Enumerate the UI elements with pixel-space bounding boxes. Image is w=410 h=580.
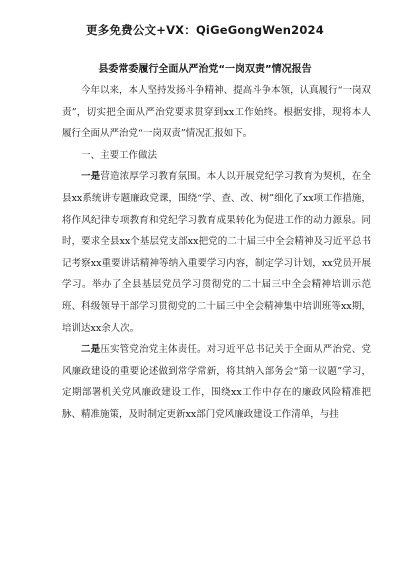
document-body — [62, 80, 371, 426]
paragraph-2 — [62, 339, 371, 425]
watermark-header: 更多免费公文+VX：QiGeGongWen2024 — [86, 23, 324, 37]
paragraph-1-lead: 一是 — [81, 171, 101, 183]
intro-paragraph: 今年以来，本人坚持发扬斗争精神、提高斗争本领，认真履行“一岗双责”，切实把全面从严治党要求贯穿到xx工作始终。根据安排，现将本人履行全面从严治党“一岗双责”情况汇报如下。 — [62, 85, 371, 140]
section-heading: 一、主要工作做法 — [81, 149, 158, 161]
document-title: 县委常委履行全面从严治党“一岗双责”情况报告 — [98, 64, 312, 75]
paragraph-2-text: 压实管党治党主体责任。对习近平总书记关于全面从严治党、党风廉政建设的重要论述做到常学常新，将其纳入部务会“第一议题”学习，定期部署机关党风廉政建设工作，围绕xx工作中存在的廉政风险精准把脉、精准施策，及时制定更新xx部门党风廉政建设工作清单，与挂 — [62, 344, 371, 420]
paragraph-1 — [62, 166, 371, 339]
paragraph-2-lead: 二是 — [81, 344, 101, 356]
paragraph-1-text: 营造浓厚学习教育氛围。本人以开展党纪学习教育为契机，在全县xx系统讲专题廉政党课，围绕“学、查、改、树”细化了xx项工作措施，将作风纪律专项教育和党纪学习教育成果转化为促进工作的动力源泉。同时，要求全县xx个基层党支部xx把党的二十届三中全会精神及习近平总书记考察xx重要讲话精神等纳入重要学习内容，制定学习计划，xx党员开展学习。举办了全县基层党员学习贯彻党的二十届三中全会精神培训示范班、科级领导干部学习贯彻党的二十届三中全会精神集中培训班等xx期，培训达xx余人次。 — [62, 171, 371, 334]
